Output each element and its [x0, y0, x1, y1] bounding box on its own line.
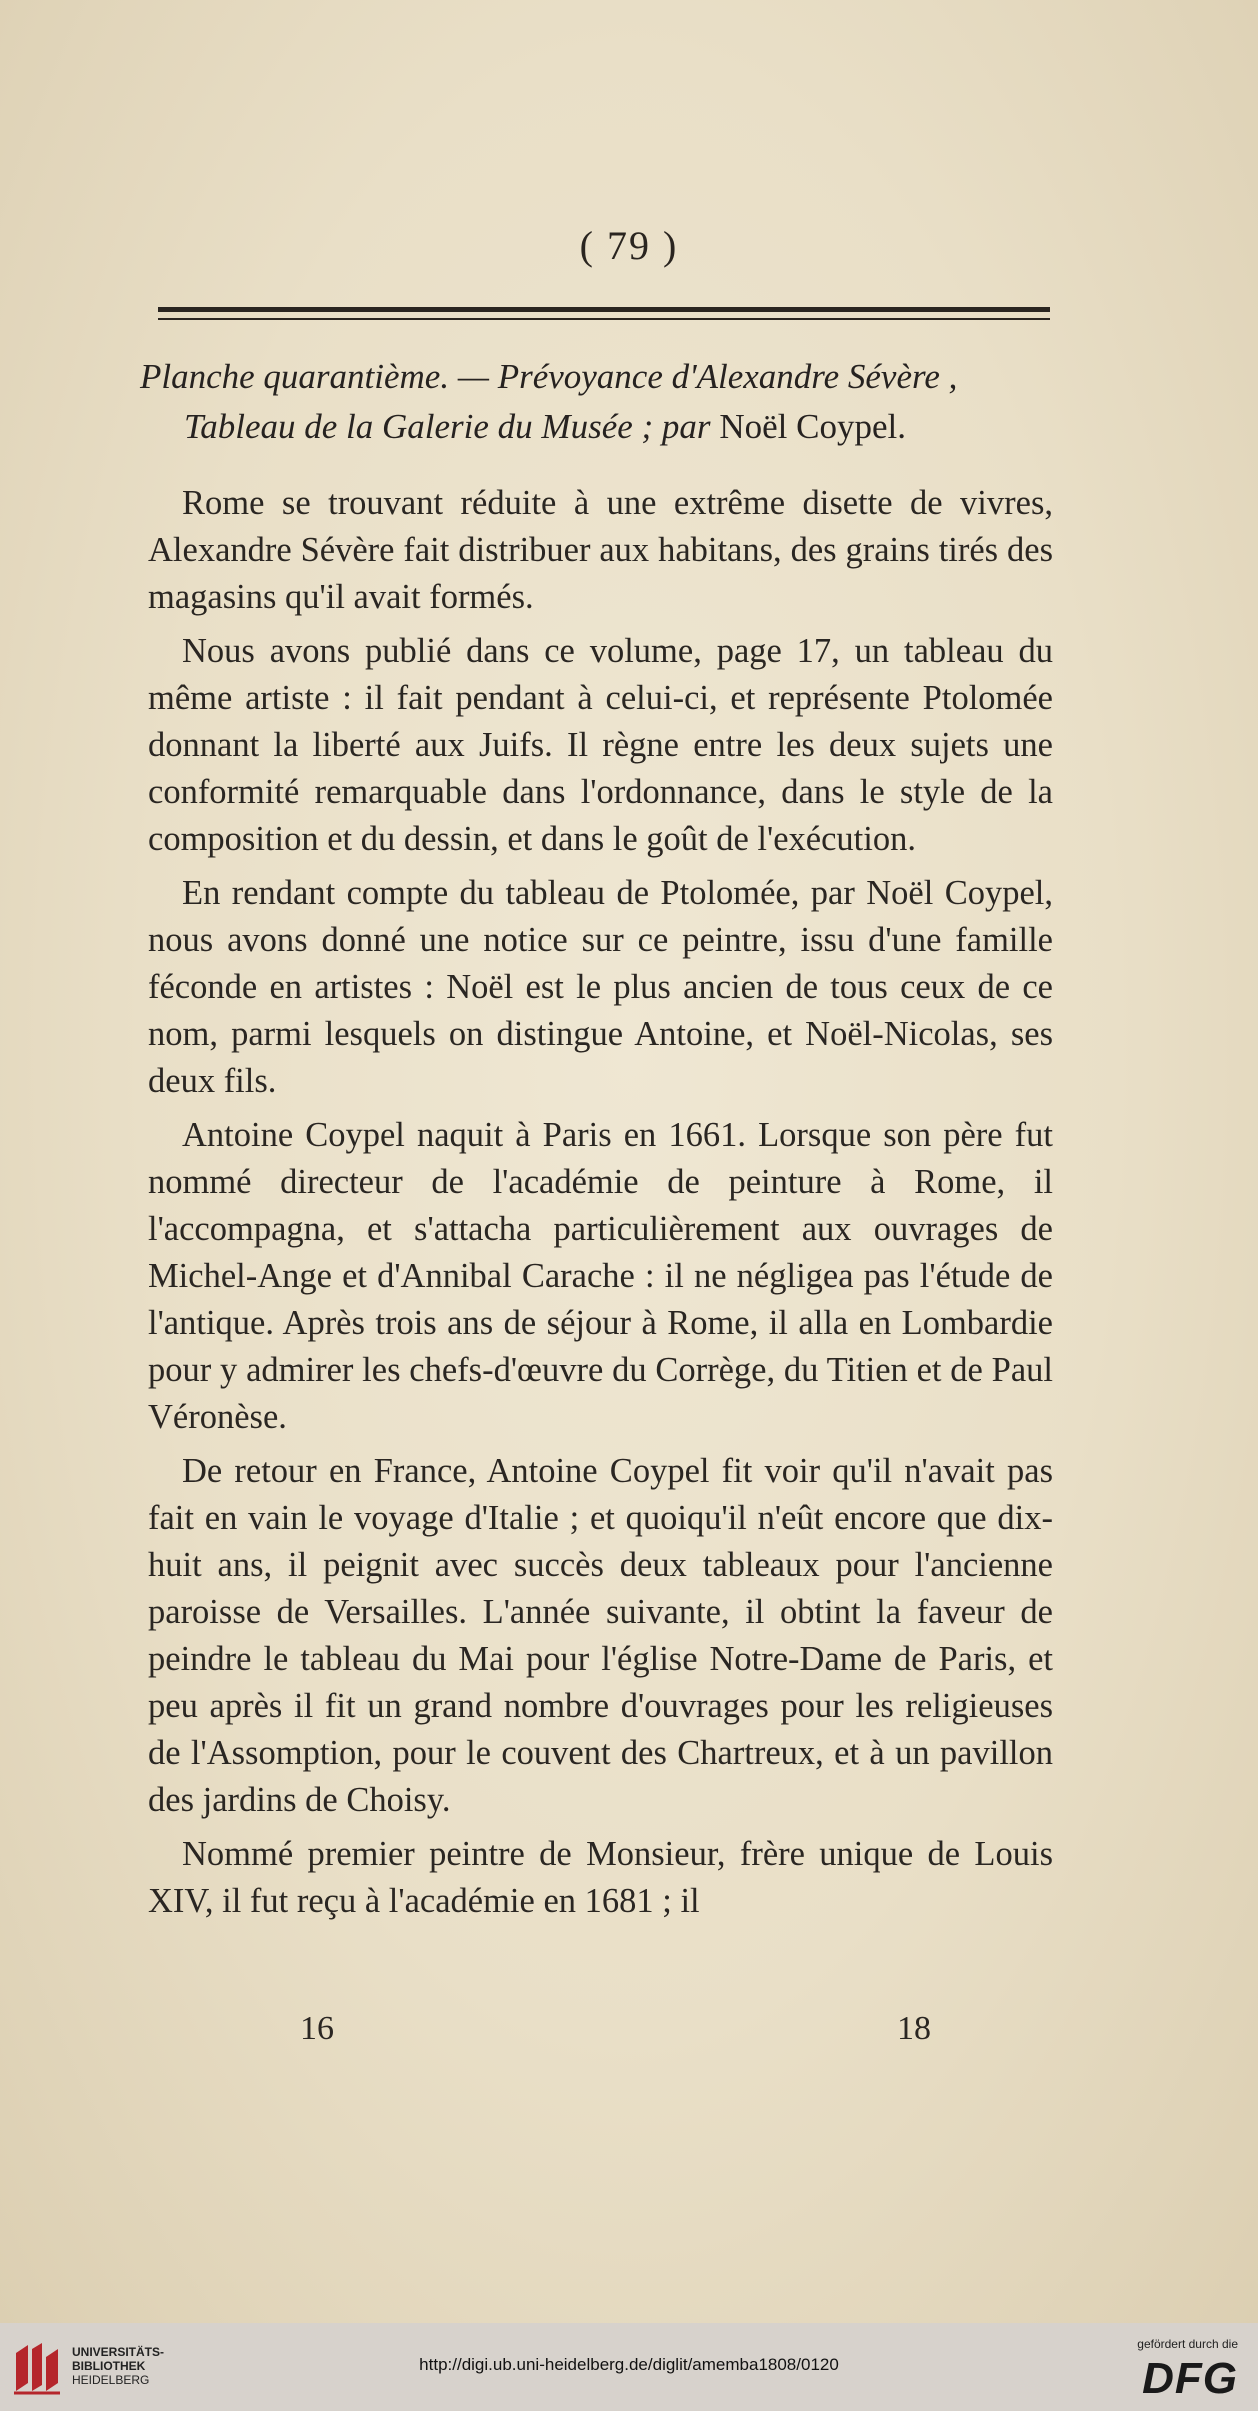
plate-title-artist: Noël Coypel.: [719, 407, 906, 446]
signature-left: 16: [300, 2010, 334, 2047]
header-rule-thin: [158, 318, 1050, 320]
sponsor-label: gefördert durch die: [1137, 2337, 1238, 2351]
paragraph-2: Nous avons publié dans ce volume, page 17, un tableau du même artiste : il fait pendant à celui-ci, et représente Ptolomée donnant la liberté aux Juifs. Il règne entre les deux sujets une conformité remarquable dans l'ordonnance, dans le style de la composition et du dessin, et dans le goût de l'exécution.: [148, 632, 1053, 858]
plate-title-line2: [140, 402, 1070, 452]
permalink-url[interactable]: http://digi.ub.uni-heidelberg.de/diglit/amemba1808/0120: [419, 2355, 839, 2374]
header-rule-thick: [158, 307, 1050, 312]
paragraph-4: Antoine Coypel naquit à Paris en 1661. Lorsque son père fut nommé directeur de l'académie de peinture à Rome, il l'accompagna, et s'attacha particulièrement aux ouvrages de Michel-Ange et d'Annibal Carache : il ne négligea pas l'étude de l'antique. Après trois ans de séjour à Rome, il alla en Lombardie pour y admirer les chefs-d'œuvre du Corrège, du Titien et de Paul Véronèse.: [148, 1116, 1053, 1436]
paragraph-6: Nommé premier peintre de Monsieur, frère unique de Louis XIV, il fut reçu à l'académie en 1681 ; il: [148, 1835, 1053, 1920]
institution-line2: BIBLIOTHEK: [72, 2359, 146, 2373]
page-number: ( 79 ): [579, 223, 679, 268]
institution-line3: HEIDELBERG: [72, 2373, 150, 2387]
paragraph-1: Rome se trouvant réduite à une extrême disette de vivres, Alexandre Sévère fait distribuer aux habitans, des grains tirés des magasins qu'il avait formés.: [148, 484, 1053, 616]
plate-title: [140, 352, 1070, 452]
body-text: [148, 480, 1053, 1925]
paragraph-5: De retour en France, Antoine Coypel fit voir qu'il n'avait pas fait en vain le voyage d'Italie ; et quoiqu'il n'eût encore que dix-huit ans, il peignit avec succès deux tableaux pour l'ancienne paroisse de Versailles. L'année suivante, il obtint la faveur de peindre le tableau du Mai pour l'église Notre-Dame de Paris, et peu après il fit un grand nombre d'ouvrages pour les religieuses de l'Assomption, pour le couvent des Chartreux, et à un pavillon des jardins de Choisy.: [148, 1452, 1053, 1819]
footer-bar: [0, 2323, 1258, 2411]
plate-title-line1: Planche quarantième. — Prévoyance d'Alexandre Sévère ,: [140, 357, 958, 396]
signature-right: 18: [897, 2010, 931, 2047]
plate-title-line2-italic: Tableau de la Galerie du Musée ; par: [184, 407, 720, 446]
paragraph-3: En rendant compte du tableau de Ptolomée, par Noël Coypel, nous avons donné une notice sur ce peintre, issu d'une famille féconde en artistes : Noël est le plus ancien de tous ceux de ce nom, parmi lesquels on distingue Antoine, et Noël-Nicolas, ses deux fils.: [148, 874, 1053, 1100]
institution-line1: UNIVERSITÄTS-: [72, 2345, 165, 2359]
dfg-logo: DFG: [1142, 2354, 1238, 2403]
